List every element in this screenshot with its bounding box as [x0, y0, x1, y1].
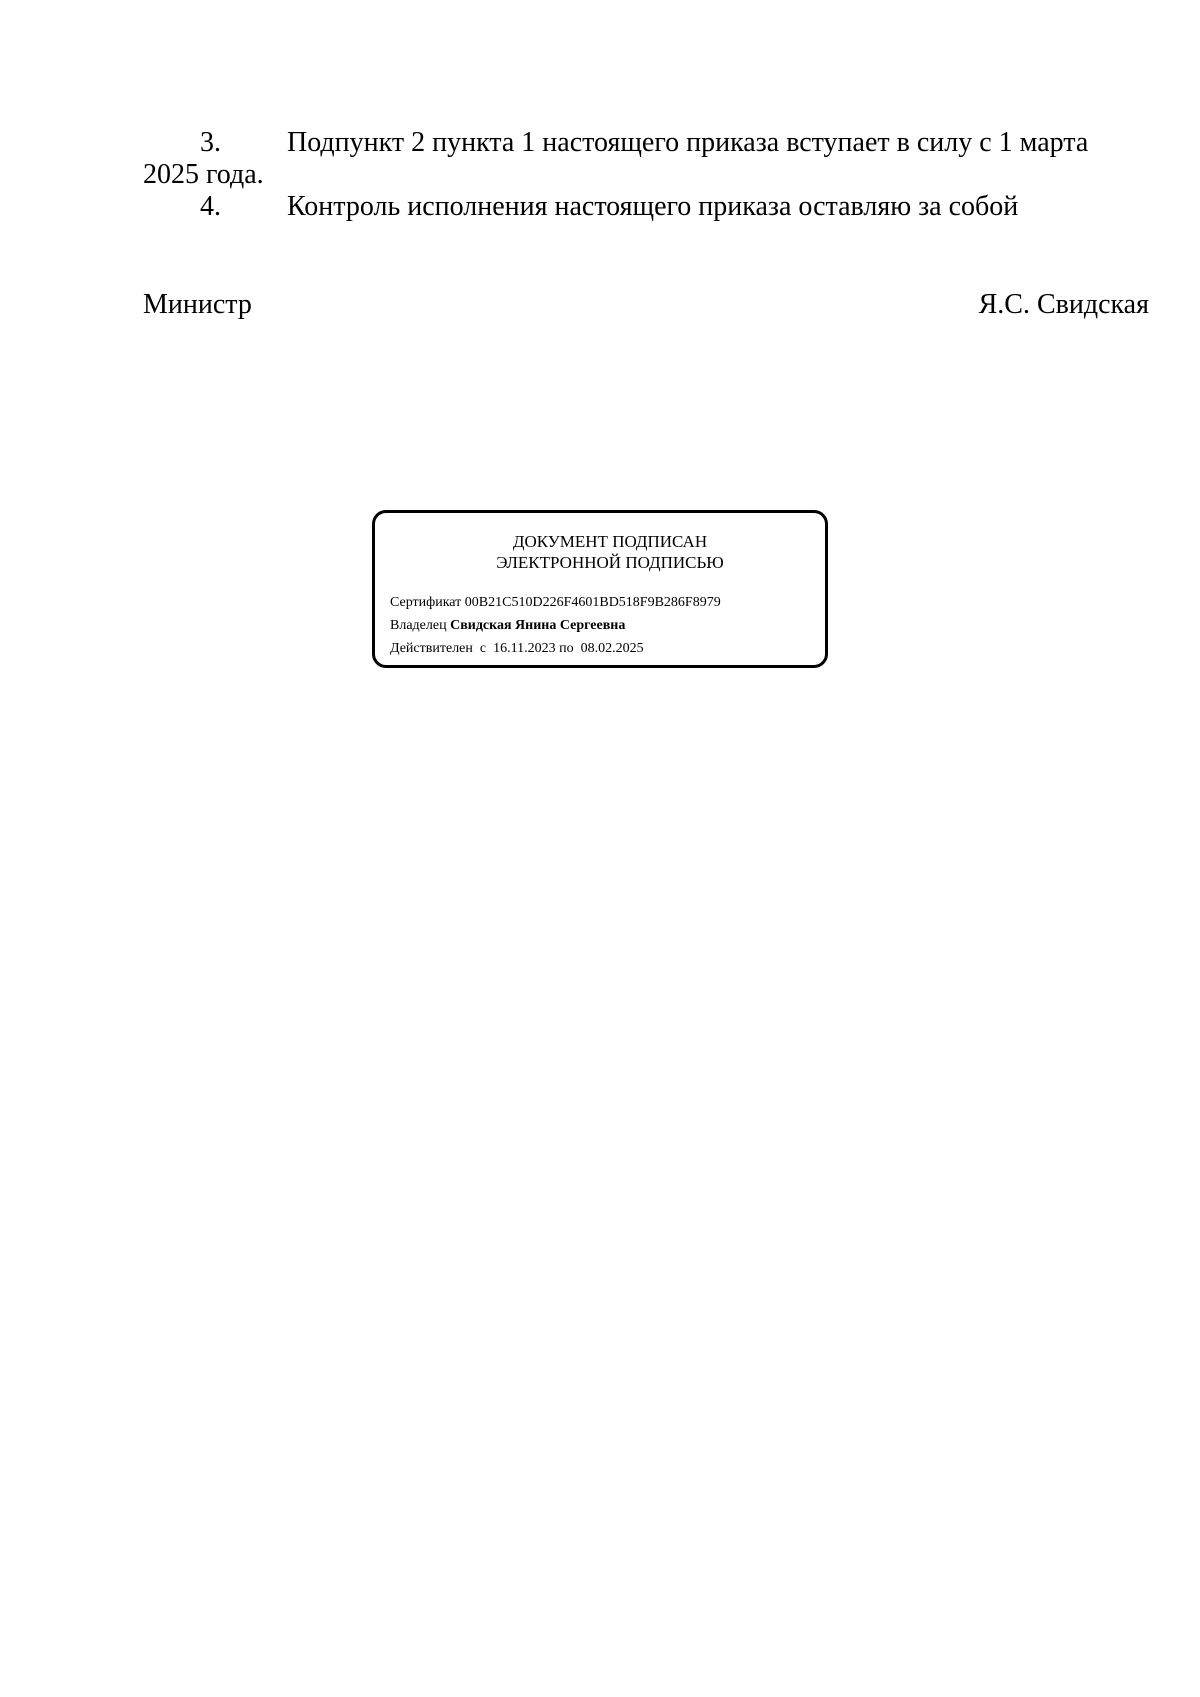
- stamp-details: [390, 591, 721, 660]
- paragraph-4: [143, 191, 1145, 223]
- document-body: [143, 127, 1145, 223]
- stamp-validity-line: [390, 637, 721, 660]
- paragraph-3-text-line-1: Подпункт 2 пункта 1 настоящего приказа вступает в силу с 1 марта: [287, 127, 1089, 158]
- paragraph-4-line-1: [143, 191, 1145, 223]
- signatory-position: Министр: [143, 289, 252, 320]
- stamp-valid-to-label: по: [559, 641, 574, 656]
- stamp-valid-from: 16.11.2023: [493, 641, 556, 656]
- stamp-certificate-label: Сертификат: [390, 595, 462, 610]
- electronic-signature-stamp: [372, 510, 828, 668]
- signature-row: [143, 289, 1149, 321]
- stamp-valid-from-label: с: [479, 641, 487, 656]
- stamp-header: [375, 531, 825, 573]
- stamp-valid-label: Действителен: [390, 641, 473, 656]
- paragraph-3-line-1: [143, 127, 1145, 159]
- stamp-owner-label: Владелец: [390, 618, 447, 633]
- paragraph-3-number: 3.: [200, 127, 221, 158]
- stamp-owner-line: [390, 614, 721, 637]
- stamp-certificate-line: [390, 591, 721, 614]
- stamp-owner-value: Свидская Янина Сергеевна: [450, 618, 626, 633]
- paragraph-3: [143, 127, 1145, 191]
- stamp-header-line-1: ДОКУМЕНТ ПОДПИСАН: [512, 532, 708, 551]
- paragraph-4-number: 4.: [200, 191, 221, 222]
- stamp-valid-to: 08.02.2025: [580, 641, 644, 656]
- paragraph-3-text-line-2: 2025 года.: [143, 159, 264, 190]
- paragraph-4-text: Контроль исполнения настоящего приказа оставляю за собой: [287, 191, 1019, 222]
- signatory-name: Я.С. Свидская: [978, 289, 1149, 320]
- stamp-header-line-2: ЭЛЕКТРОННОЙ ПОДПИСЬЮ: [496, 553, 724, 572]
- stamp-certificate-value: 00B21C510D226F4601BD518F9B286F8979: [464, 595, 721, 610]
